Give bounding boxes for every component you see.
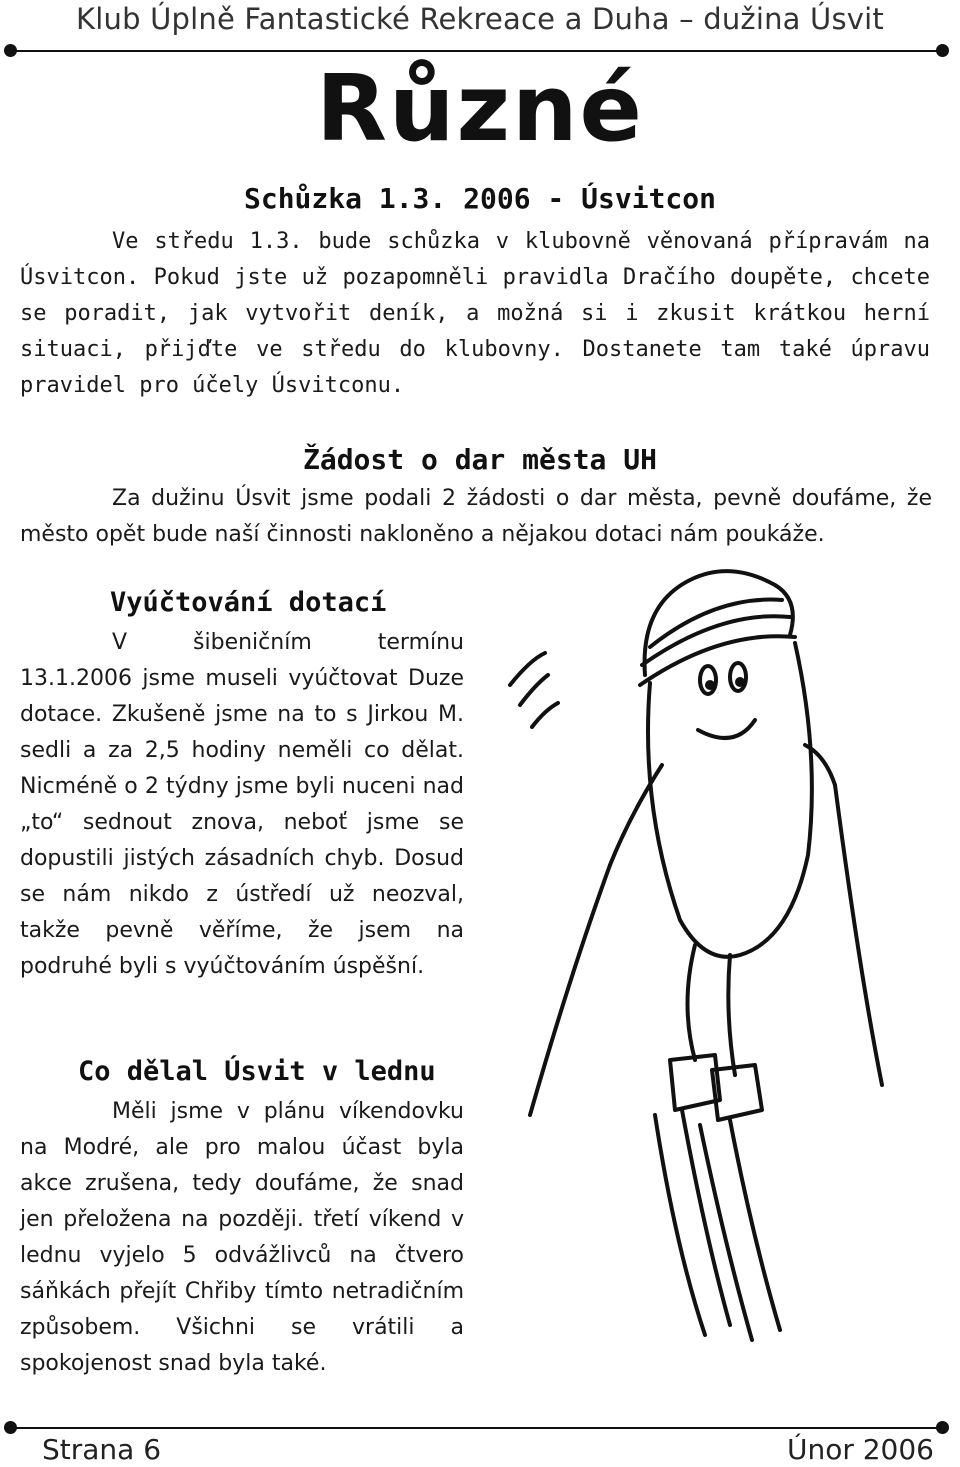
header-divider [10,50,942,52]
footer-dot-right [936,1421,949,1434]
meeting-heading: Schůzka 1.3. 2006 - Úsvitcon [243,182,716,215]
january-heading: Co dělal Úsvit v lednu [78,1056,436,1087]
footer-dot-left [4,1421,17,1434]
footer-divider [10,1427,942,1429]
january-text: Měli jsme v plánu víkendovku na Modré, ale pro malou účast byla akce zrušena, tedy doufáme, že snad jen přeložena na později. třetí víkend v lednu vyjelo 5 odvážlivců na čtvero sáňkách přejít Chřiby tímto netradičním způsobem. Všichni se vrátili a spokojenost snad byla také. [20,1099,464,1376]
page-number: Strana 6 [42,1433,162,1466]
page-title: Různé [316,55,644,162]
grant-report-text: V šibeničním termínu 13.1.2006 jsme museli vyúčtovat Duze dotace. Zkušeně jsme na to s Jirkou M. sedli a za 2,5 hodiny neměli co dělat. Nicméně o 2 týdny jsme byli nuceni nad „to“ sednout znova, neboť jsme se dopustili jistých zásadních chyb. Dosud se nám nikdo z ústředí už neozval, takže pevně věříme, že jsem na podruhé byli s vyúčtováním úspěšní. [20,630,464,979]
newsletter-header: Klub Úplně Fantastické Rekreace a Duha – dužina Úsvit [76,2,884,36]
issue-date: Únor 2006 [786,1433,934,1466]
grant-request-text: Za dužinu Úsvit jsme podali 2 žádosti o dar města, pevně doufáme, že město opět bude naší činnosti nakloněno a nějakou dotaci nám poukáže. [20,486,932,547]
grant-report-heading: Vyúčtování dotací [110,587,387,618]
meeting-text: Ve středu 1.3. bude schůzka v klubovně věnovaná přípravám na Úsvitcon. Pokud jste už pozapomněli pravidla Dračího doupěte, chcete se poradit, jak vytvořit deník, a možná si i zkusit krátkou herní situaci, přijďte ve středu do klubovny. Dostanete tam také úpravu pravidel pro účely Úsvitconu. [20,229,930,398]
grant-request-heading: Žádost o dar města UH [302,443,657,476]
skier-illustration [490,555,950,1360]
